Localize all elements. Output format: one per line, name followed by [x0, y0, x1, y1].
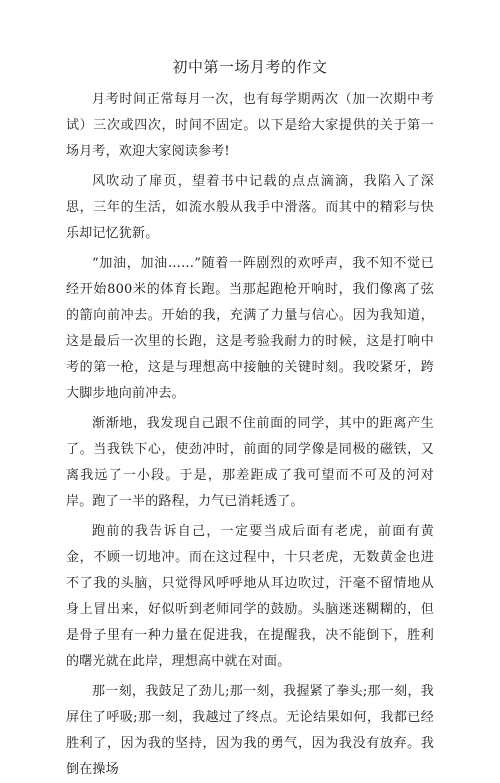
paragraph-intro: 月考时间正常每月一次，也有每学期两次（加一次期中考试）三次或四次，时间不固定。以下是给大家提供的关于第一场月考，欢迎大家阅读参考! [66, 92, 434, 159]
paragraph-2: 风吹动了扉页，望着书中记载的点点滴滴，我陷入了深思，三年的生活，如流水般从我手中滑落。而其中的精彩与快乐却记忆犹新。 [66, 174, 434, 241]
paragraph-6: 那一刻，我鼓足了劲儿;那一刻，我握紧了拳头;那一刻，我屏住了呼吸;那一刻，我越过了终点。无论结果如何，我都已经胜利了，因为我的坚持，因为我的勇气，因为我没有放弃。我倒在操场 [66, 684, 434, 777]
paragraph-4: 渐渐地，我发现自己跟不住前面的同学，其中的距离产生了。当我铁下心，使劲冲时，前面的同学像是同极的磁铁，又离我远了一小段。于是，那差距成了我可望而不可及的河对岸。跑了一半的路程，力气已消耗透了。 [66, 416, 434, 509]
document-title: 初中第一场月考的作文 [172, 58, 328, 76]
paragraph-5: 跑前的我告诉自己，一定要当成后面有老虎，前面有黄金，不顾一切地冲。而在这过程中，十只老虎，无数黄金也进不了我的头脑，只觉得风呼呼地从耳边吹过，汗毫不留情地从身上冒出来，好似听到老师同学的鼓励。头脑迷迷糊糊的，但是骨子里有一种力量在促进我，在提醒我，决不能倒下，胜利的曙光就在此岸，理想高中就在对面。 [66, 524, 434, 669]
paragraph-3: “加油，加油……”随着一阵剧烈的欢呼声，我不知不觉已经开始800米的体育长跑。当那起跑枪开响时，我们像离了弦的箭向前冲去。开始的我，充满了力量与信心。因为我知道，这是最后一次里的长跑，这是考验我耐力的时候，这是打响中考的第一枪，这是与理想高中接触的关键时刻。我咬紧牙，跨大脚步地向前冲去。 [66, 256, 434, 401]
